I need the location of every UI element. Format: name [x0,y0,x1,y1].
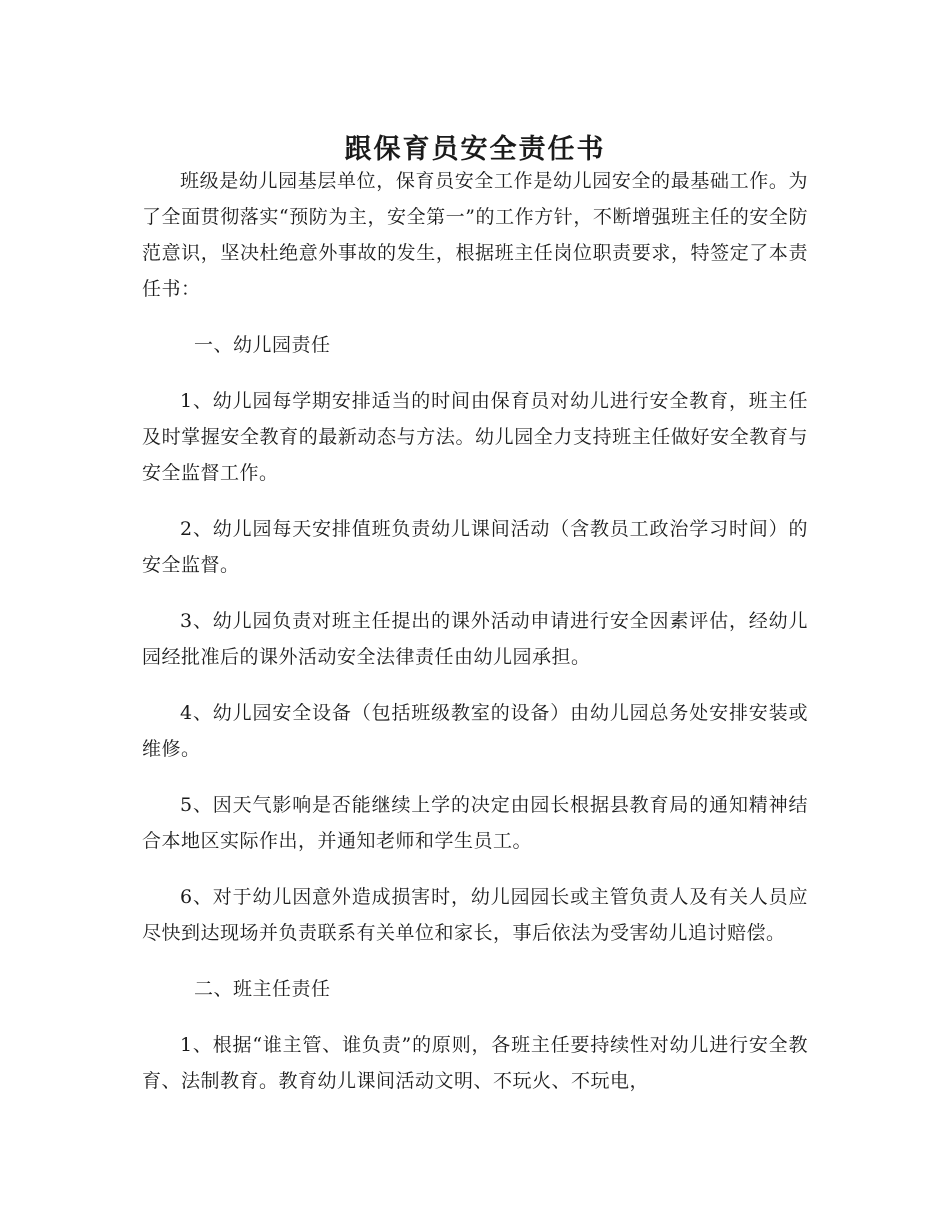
kindergarten-item-2: 2、幼儿园每天安排值班负责幼儿课间活动（含教员工政治学习时间）的安全监督。 [142,518,808,576]
kindergarten-item-5: 5、因天气影响是否能继续上学的决定由园长根据县教育局的通知精神结合本地区实际作出，并通知老师和学生员工。 [142,794,808,852]
section-heading-kindergarten: 一、幼儿园责任 [194,334,331,356]
kindergarten-item-4: 4、幼儿园安全设备（包括班级教室的设备）由幼儿园总务处安排安装或维修。 [142,702,808,760]
kindergarten-item-6: 6、对于幼儿因意外造成损害时，幼儿园园长或主管负责人及有关人员应尽快到达现场并负责联系有关单位和家长，事后依法为受害幼儿追讨赔偿。 [142,886,808,944]
kindergarten-item-1: 1、幼儿园每学期安排适当的时间由保育员对幼儿进行安全教育，班主任及时掌握安全教育的最新动态与方法。幼儿园全力支持班主任做好安全教育与安全监督工作。 [142,390,808,484]
document-body [142,163,808,1099]
intro-paragraph: 班级是幼儿园基层单位，保育员安全工作是幼儿园安全的最基础工作。为了全面贯彻落实“预防为主，安全第一”的工作方针，不断增强班主任的安全防范意识，坚决杜绝意外事故的发生，根据班主任岗位职责要求，特签定了本责任书： [142,170,808,300]
kindergarten-item-3: 3、幼儿园负责对班主任提出的课外活动申请进行安全因素评估，经幼儿园经批准后的课外活动安全法律责任由幼儿园承担。 [142,610,808,668]
document-title: 跟保育员安全责任书 [344,134,606,166]
head-teacher-item-1: 1、根据“谁主管、谁负责”的原则，各班主任要持续性对幼儿进行安全教育、法制教育。教育幼儿课间活动文明、不玩火、不玩电， [142,1034,808,1092]
section-heading-head-teacher: 二、班主任责任 [194,978,331,1000]
